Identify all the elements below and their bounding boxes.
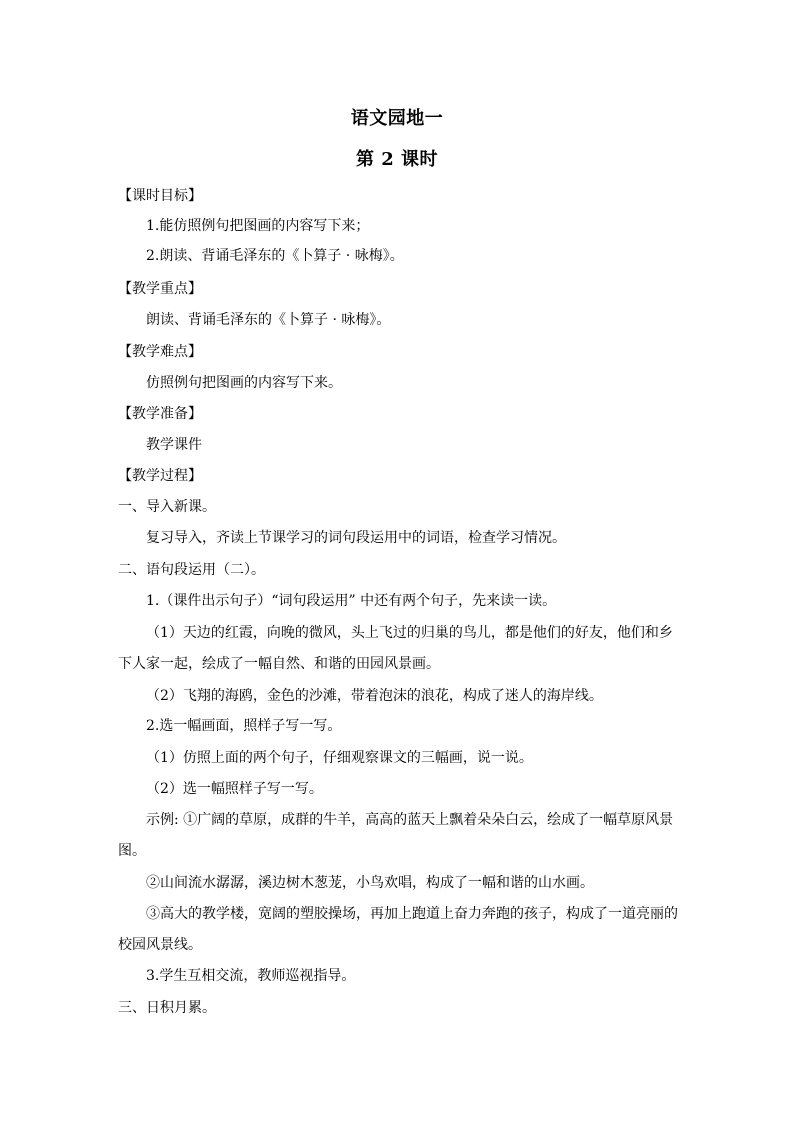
process-heading: 【教学过程】 bbox=[118, 468, 202, 484]
sentence-1-line-1: （1）天边的红霞，向晚的微风，头上飞过的归巢的鸟儿，都是他们的好友，他们和乡 bbox=[146, 625, 673, 641]
step-3-title: 三、日积月累。 bbox=[118, 1000, 216, 1016]
item-2-sub-1: （1）仿照上面的两个句子，仔细观察课文的三幅画，说一说。 bbox=[146, 750, 533, 766]
example-2: ②山间流水潺潺，溪边树木葱茏，小鸟欢唱，构成了一幅和谐的山水画。 bbox=[146, 875, 594, 891]
step-2-item-2: 2.选一幅画面，照样子写一写。 bbox=[146, 718, 342, 734]
sentence-1-line-2: 下人家一起，绘成了一幅自然、和谐的田园风景画。 bbox=[118, 656, 440, 672]
difficulty-text: 仿照例句把图画的内容写下来。 bbox=[146, 375, 342, 391]
objective-2: 2.朗读、背诵毛泽东的《卜算子 · 咏梅》。 bbox=[146, 248, 404, 264]
document-subtitle: 第 2 课时 bbox=[355, 149, 439, 170]
example-1-line-2: 图。 bbox=[118, 843, 146, 859]
objectives-heading: 【课时目标】 bbox=[118, 188, 202, 204]
step-2-title: 二、语句段运用（二）。 bbox=[118, 562, 265, 578]
example-3-line-1: ③高大的教学楼，宽阔的塑胶操场，再加上跑道上奋力奔跑的孩子，构成了一道亮丽的 bbox=[146, 906, 678, 922]
example-3-line-2: 校园风景线。 bbox=[118, 937, 202, 953]
example-1-line-1: 示例: ①广阔的草原，成群的牛羊，高高的蓝天上飘着朵朵白云，绘成了一幅草原风景 bbox=[146, 812, 674, 828]
document-title: 语文园地一 bbox=[350, 108, 444, 129]
objective-1: 1.能仿照例句把图画的内容写下来； bbox=[146, 218, 370, 234]
preparation-text: 教学课件 bbox=[146, 437, 202, 453]
step-1-text: 复习导入，齐读上节课学习的词句段运用中的词语，检查学习情况。 bbox=[146, 530, 566, 546]
key-points-heading: 【教学重点】 bbox=[118, 281, 202, 297]
item-2-sub-2: （2）选一幅照样子写一写。 bbox=[146, 781, 323, 797]
sentence-2: （2）飞翔的海鸥，金色的沙滩，带着泡沫的浪花，构成了迷人的海岸线。 bbox=[146, 688, 603, 704]
step-2-item-3: 3.学生互相交流，教师巡视指导。 bbox=[146, 968, 356, 984]
key-points-text: 朗读、背诵毛泽东的《卜算子 · 咏梅》。 bbox=[146, 312, 391, 328]
preparation-heading: 【教学准备】 bbox=[118, 406, 202, 422]
step-2-item-1: 1.（课件出示句子）“词句段运用” 中还有两个句子，先来读一读。 bbox=[146, 593, 557, 609]
difficulty-heading: 【教学难点】 bbox=[118, 344, 202, 360]
step-1-title: 一、导入新课。 bbox=[118, 499, 216, 515]
